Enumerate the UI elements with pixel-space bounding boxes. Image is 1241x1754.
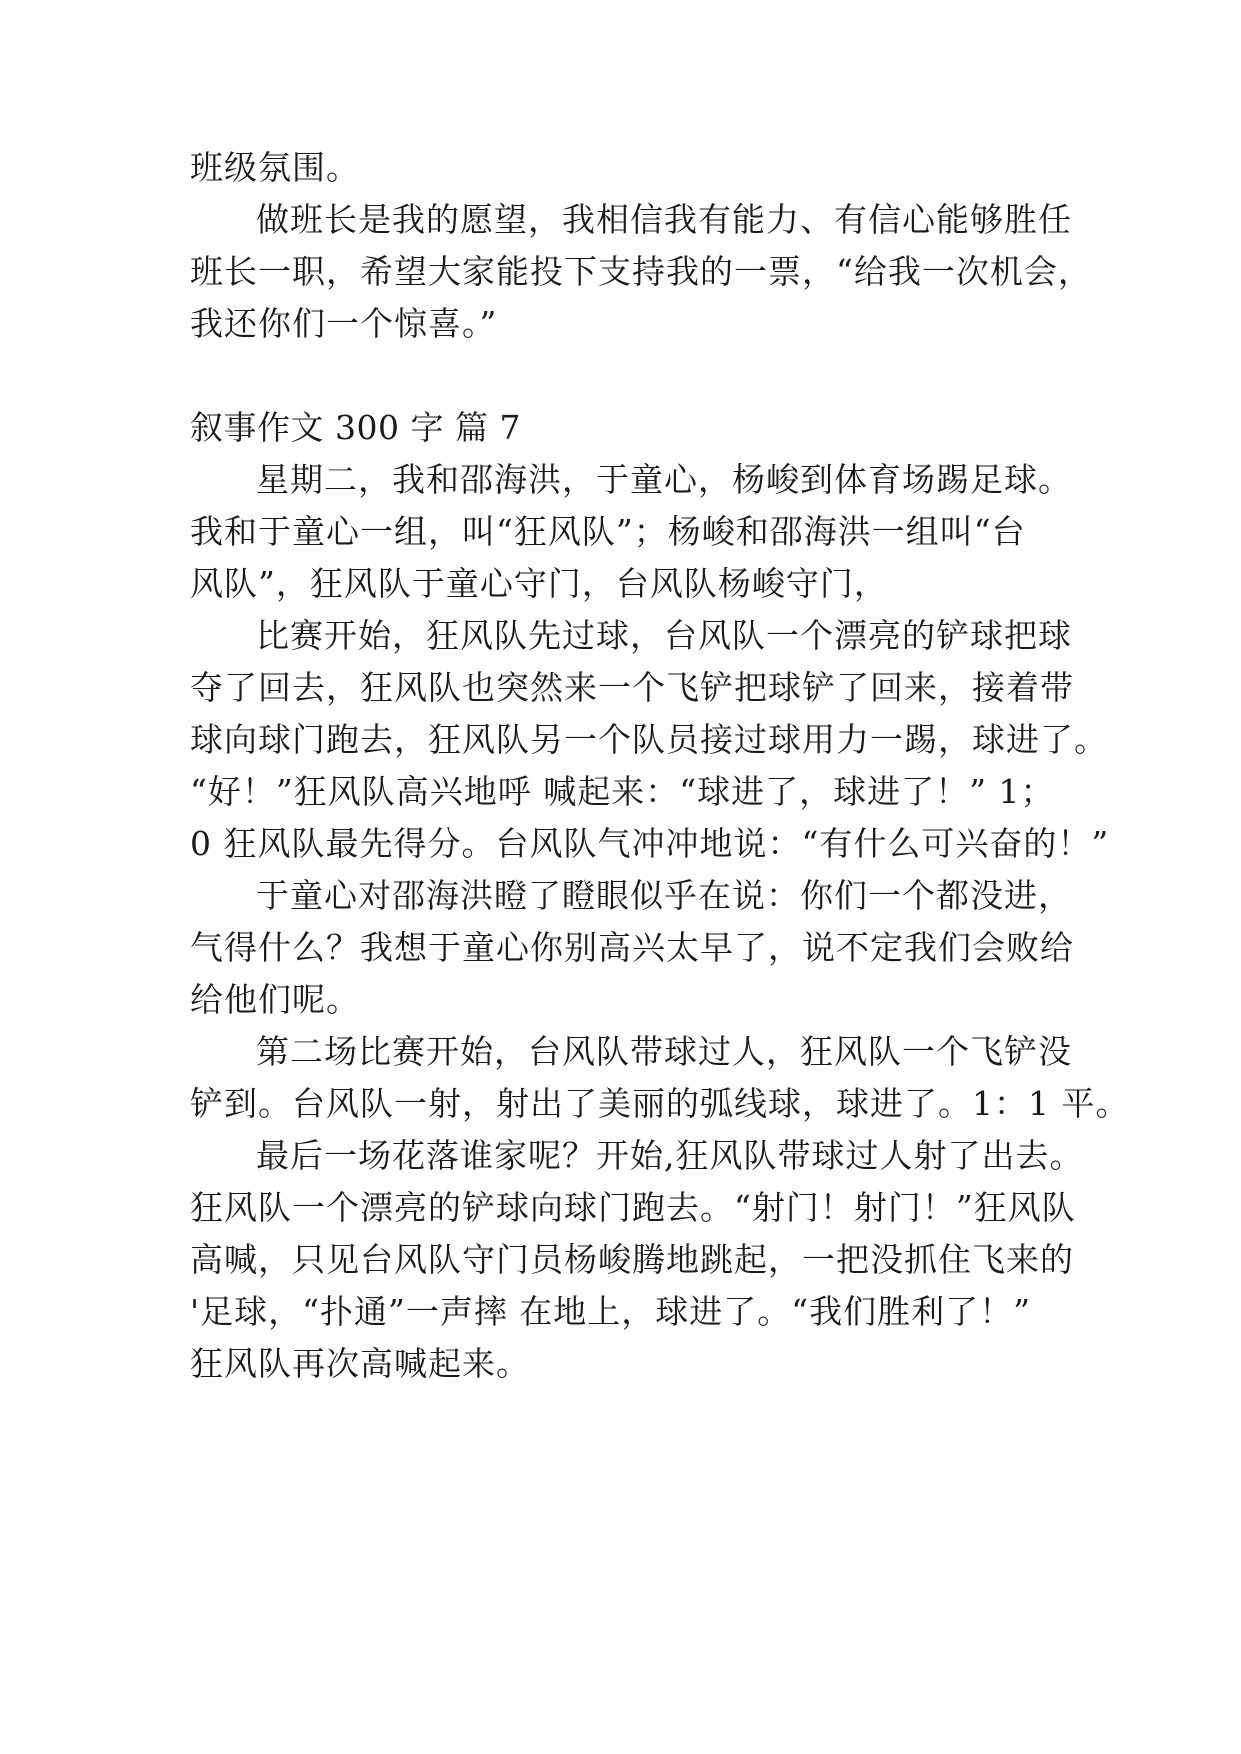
intro-line-1: 班级氛围。: [190, 148, 360, 187]
body-line-9: 于童心对邵海洪瞪了瞪眼似乎在说：你们一个都没进，: [256, 876, 1072, 915]
body-line-14: 最后一场花落谁家呢？开始,狂风队带球过人射了出去。: [256, 1136, 1084, 1175]
body-line-18: 狂风队再次高喊起来。: [190, 1344, 530, 1383]
intro-line-2: 做班长是我的愿望，我相信我有能力、有信心能够胜任: [256, 200, 1072, 239]
body-line-10: 气得什么？我想于童心你别高兴太早了，说不定我们会败给: [190, 928, 1074, 967]
body-line-17: '足球，“扑通”一声摔 在地上，球进了。“我们胜利了！”: [190, 1292, 1032, 1331]
section-heading: 叙事作文 300 字 篇 7: [190, 408, 521, 447]
body-line-15: 狂风队一个漂亮的铲球向球门跑去。“射门！射门！”狂风队: [190, 1188, 1076, 1227]
body-line-1: 星期二，我和邵海洪，于童心，杨峻到体育场踢足球。: [256, 460, 1072, 499]
body-line-12: 第二场比赛开始，台风队带球过人，狂风队一个飞铲没: [256, 1032, 1072, 1071]
body-line-4: 比赛开始，狂风队先过球，台风队一个漂亮的铲球把球: [256, 616, 1072, 655]
intro-line-4: 我还你们一个惊喜。”: [190, 304, 498, 343]
body-line-5: 夺了回去，狂风队也突然来一个飞铲把球铲了回来，接着带: [190, 668, 1074, 707]
body-line-7: “好！”狂风队高兴地呼 喊起来：“球进了，球进了！” 1；: [190, 772, 1055, 811]
body-line-6: 球向球门跑去，狂风队另一个队员接过球用力一踢，球进了。: [190, 720, 1108, 759]
body-line-11: 给他们呢。: [190, 980, 360, 1019]
body-line-13: 铲到。台风队一射，射出了美丽的弧线球，球进了。1：1 平。: [190, 1084, 1130, 1123]
intro-line-3: 班长一职，希望大家能投下支持我的一票，“给我一次机会，: [190, 252, 1092, 291]
body-line-3: 风队”，狂风队于童心守门，台风队杨峻守门，: [190, 564, 888, 603]
body-line-2: 我和于童心一组，叫“狂风队”；杨峻和邵海洪一组叫“台: [190, 512, 1026, 551]
body-line-8: 0 狂风队最先得分。台风队气冲冲地说：“有什么可兴奋的！”: [190, 824, 1110, 863]
body-line-16: 高喊，只见台风队守门员杨峻腾地跳起，一把没抓住飞来的: [190, 1240, 1074, 1279]
